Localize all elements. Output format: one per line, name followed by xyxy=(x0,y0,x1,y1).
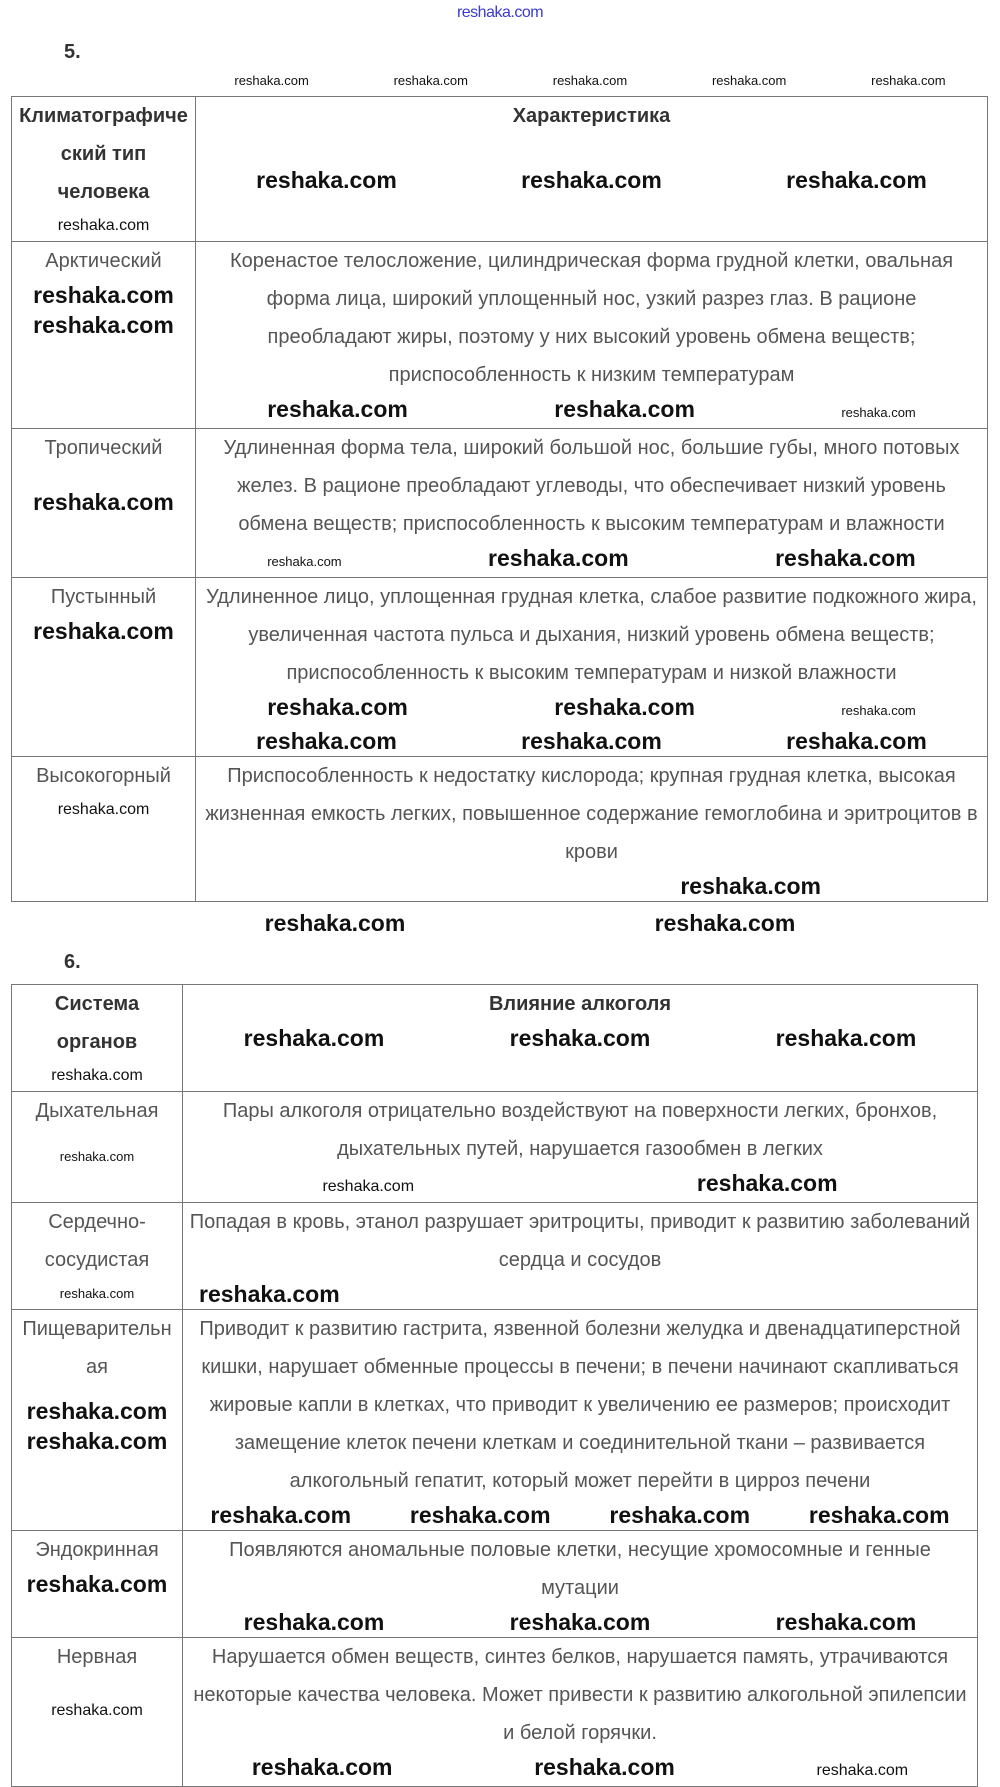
effect-cell xyxy=(183,1531,978,1638)
system-label: Эндокринная xyxy=(35,1539,159,1561)
watermark: reshaka.com xyxy=(786,728,927,754)
characteristic-cell xyxy=(196,757,988,902)
table-row xyxy=(12,1092,978,1203)
watermark: reshaka.com xyxy=(509,1609,651,1635)
table-row xyxy=(12,1531,978,1638)
table-row xyxy=(12,242,988,429)
watermark: reshaka.com xyxy=(51,1067,143,1084)
watermark: reshaka.com xyxy=(59,1286,135,1301)
effect-text: Нарушается обмен веществ, синтез белков, нарушается память, утрачиваются некоторые качества человека. Может привести к развитию алкогольной эпилепсии и белой горячки. xyxy=(193,1646,967,1744)
effect-text: Пары алкоголя отрицательно воздействуют на поверхности легких, бронхов, дыхательных путей, нарушается газообмен в легких xyxy=(222,1100,938,1160)
watermark: reshaka.com xyxy=(775,1025,917,1051)
type-label: Тропический xyxy=(44,437,163,459)
type-label: Пустынный xyxy=(50,586,157,608)
table-row xyxy=(12,1638,978,1787)
system-label: Нервная xyxy=(56,1646,138,1668)
system-cell xyxy=(12,1092,183,1203)
watermark: reshaka.com xyxy=(57,217,150,234)
watermark: reshaka.com xyxy=(509,1025,651,1051)
watermark-row xyxy=(200,66,980,96)
table-row xyxy=(12,578,988,757)
task-5-number: 5. xyxy=(64,41,81,63)
type-cell xyxy=(12,757,196,902)
climate-types-table xyxy=(11,96,988,902)
watermark: reshaka.com xyxy=(210,1502,352,1528)
type-cell xyxy=(12,578,196,757)
header-characteristic-label: Характеристика xyxy=(512,105,671,127)
effect-cell xyxy=(183,1310,978,1531)
watermark: reshaka.com xyxy=(33,618,174,644)
system-label: Пищеварительная xyxy=(22,1318,172,1378)
watermark: reshaka.com xyxy=(51,1702,143,1719)
watermark: reshaka.com xyxy=(256,167,397,193)
table-header-row xyxy=(12,97,988,242)
watermark: reshaka.com xyxy=(534,1754,675,1780)
table-row xyxy=(12,1203,978,1310)
watermark: reshaka.com xyxy=(33,312,174,338)
watermark: reshaka.com xyxy=(393,73,468,88)
characteristic-cell xyxy=(196,429,988,578)
type-cell xyxy=(12,242,196,429)
watermark: reshaka.com xyxy=(841,405,916,420)
system-label: Сердечно-сосудистая xyxy=(44,1211,150,1271)
watermark: reshaka.com xyxy=(267,554,342,569)
characteristic-text: Удлиненное лицо, уплощенная грудная клетка, слабое развитие подкожного жира, увеличенная частота пульса и дыхания, низкий уровень обмена веществ; приспособленность к высоким температурам и низкой влажности xyxy=(206,586,977,684)
header-characteristic xyxy=(196,97,988,242)
characteristic-text: Удлиненная форма тела, широкий большой нос, большие губы, много потовых желез. В рационе преобладают углеводы, что обеспечивает низкий уровень обмена веществ; приспособленность к высоким температурам и влажности xyxy=(223,437,960,535)
watermark: reshaka.com xyxy=(33,489,174,515)
watermark: reshaka.com xyxy=(488,545,629,571)
watermark: reshaka.com xyxy=(243,1025,385,1051)
effect-cell xyxy=(183,1203,978,1310)
watermark: reshaka.com xyxy=(243,1609,385,1635)
type-label: Высокогорный xyxy=(36,765,171,787)
watermark: reshaka.com xyxy=(696,1170,838,1196)
watermark-row xyxy=(140,902,920,944)
watermark: reshaka.com xyxy=(841,703,916,718)
type-label: Арктический xyxy=(45,250,162,272)
watermark: reshaka.com xyxy=(775,1609,917,1635)
watermark: reshaka.com xyxy=(871,73,946,88)
header-system-label: Система органов xyxy=(54,993,140,1053)
watermark: reshaka.com xyxy=(256,728,397,754)
watermark: reshaka.com xyxy=(808,1502,950,1528)
watermark: reshaka.com xyxy=(199,1281,340,1307)
characteristic-cell xyxy=(196,242,988,429)
watermark: reshaka.com xyxy=(786,167,927,193)
watermark: reshaka.com xyxy=(234,73,309,88)
header-type xyxy=(12,97,196,242)
watermark: reshaka.com xyxy=(251,1754,393,1780)
task-6-number: 6. xyxy=(64,951,81,973)
characteristic-cell xyxy=(196,578,988,757)
effect-cell xyxy=(183,1092,978,1203)
watermark: reshaka.com xyxy=(552,73,628,88)
watermark: reshaka.com xyxy=(711,73,787,88)
table-row xyxy=(12,757,988,902)
watermark: reshaka.com xyxy=(680,873,821,899)
watermark: reshaka.com xyxy=(59,1149,135,1164)
header-effect xyxy=(183,985,978,1092)
watermark: reshaka.com xyxy=(322,1178,415,1195)
type-cell xyxy=(12,429,196,578)
header-system xyxy=(12,985,183,1092)
effect-text: Приводит к развитию гастрита, язвенной болезни желудка и двенадцатиперстной кишки, нарушает обменные процессы в печени; в печени начинают скапливаться жировые капли в клетках, что приводит к увеличению ее размеров; происходит замещение клеток печени клеткам и соединительной ткани – развивается алкогольный гепатит, который может перейти в цирроз печени xyxy=(199,1318,961,1492)
table-row xyxy=(12,429,988,578)
watermark: reshaka.com xyxy=(267,694,408,720)
effect-text: Попадая в кровь, этанол разрушает эритроциты, приводит к развитию заболеваний сердца и сосудов xyxy=(189,1211,971,1271)
header-effect-label: Влияние алкоголя xyxy=(488,993,672,1015)
site-header-link[interactable]: reshaka.com xyxy=(456,4,544,21)
watermark: reshaka.com xyxy=(26,1571,168,1597)
system-cell xyxy=(12,1203,183,1310)
watermark: reshaka.com xyxy=(264,910,406,936)
watermark: reshaka.com xyxy=(775,545,916,571)
watermark: reshaka.com xyxy=(26,1398,168,1424)
watermark: reshaka.com xyxy=(554,694,695,720)
watermark: reshaka.com xyxy=(609,1502,751,1528)
watermark: reshaka.com xyxy=(409,1502,551,1528)
system-cell xyxy=(12,1310,183,1531)
system-cell xyxy=(12,1531,183,1638)
watermark: reshaka.com xyxy=(33,282,174,308)
alcohol-effects-table xyxy=(11,984,978,1787)
watermark: reshaka.com xyxy=(816,1762,909,1779)
system-label: Дыхательная xyxy=(35,1100,159,1122)
watermark: reshaka.com xyxy=(267,396,408,422)
watermark: reshaka.com xyxy=(57,801,150,818)
watermark: reshaka.com xyxy=(554,396,695,422)
watermark: reshaka.com xyxy=(26,1428,168,1454)
effect-cell xyxy=(183,1638,978,1787)
characteristic-text: Приспособленность к недостатку кислорода; крупная грудная клетка, высокая жизненная емкость легких, повышенное содержание гемоглобина и эритроцитов в крови xyxy=(205,765,978,863)
header-type-label: Климатографический тип человека xyxy=(19,105,188,203)
system-cell xyxy=(12,1638,183,1787)
watermark: reshaka.com xyxy=(654,910,796,936)
watermark: reshaka.com xyxy=(521,728,662,754)
watermark: reshaka.com xyxy=(521,167,662,193)
table-row xyxy=(12,1310,978,1531)
effect-text: Появляются аномальные половые клетки, несущие хромосомные и генные мутации xyxy=(229,1539,931,1599)
table-header-row xyxy=(12,985,978,1092)
characteristic-text: Коренастое телосложение, цилиндрическая форма грудной клетки, овальная форма лица, широкий уплощенный нос, узкий разрез глаз. В рационе преобладают жиры, поэтому у них высокий уровень обмена веществ; приспособленность к низким температурам xyxy=(229,250,954,386)
